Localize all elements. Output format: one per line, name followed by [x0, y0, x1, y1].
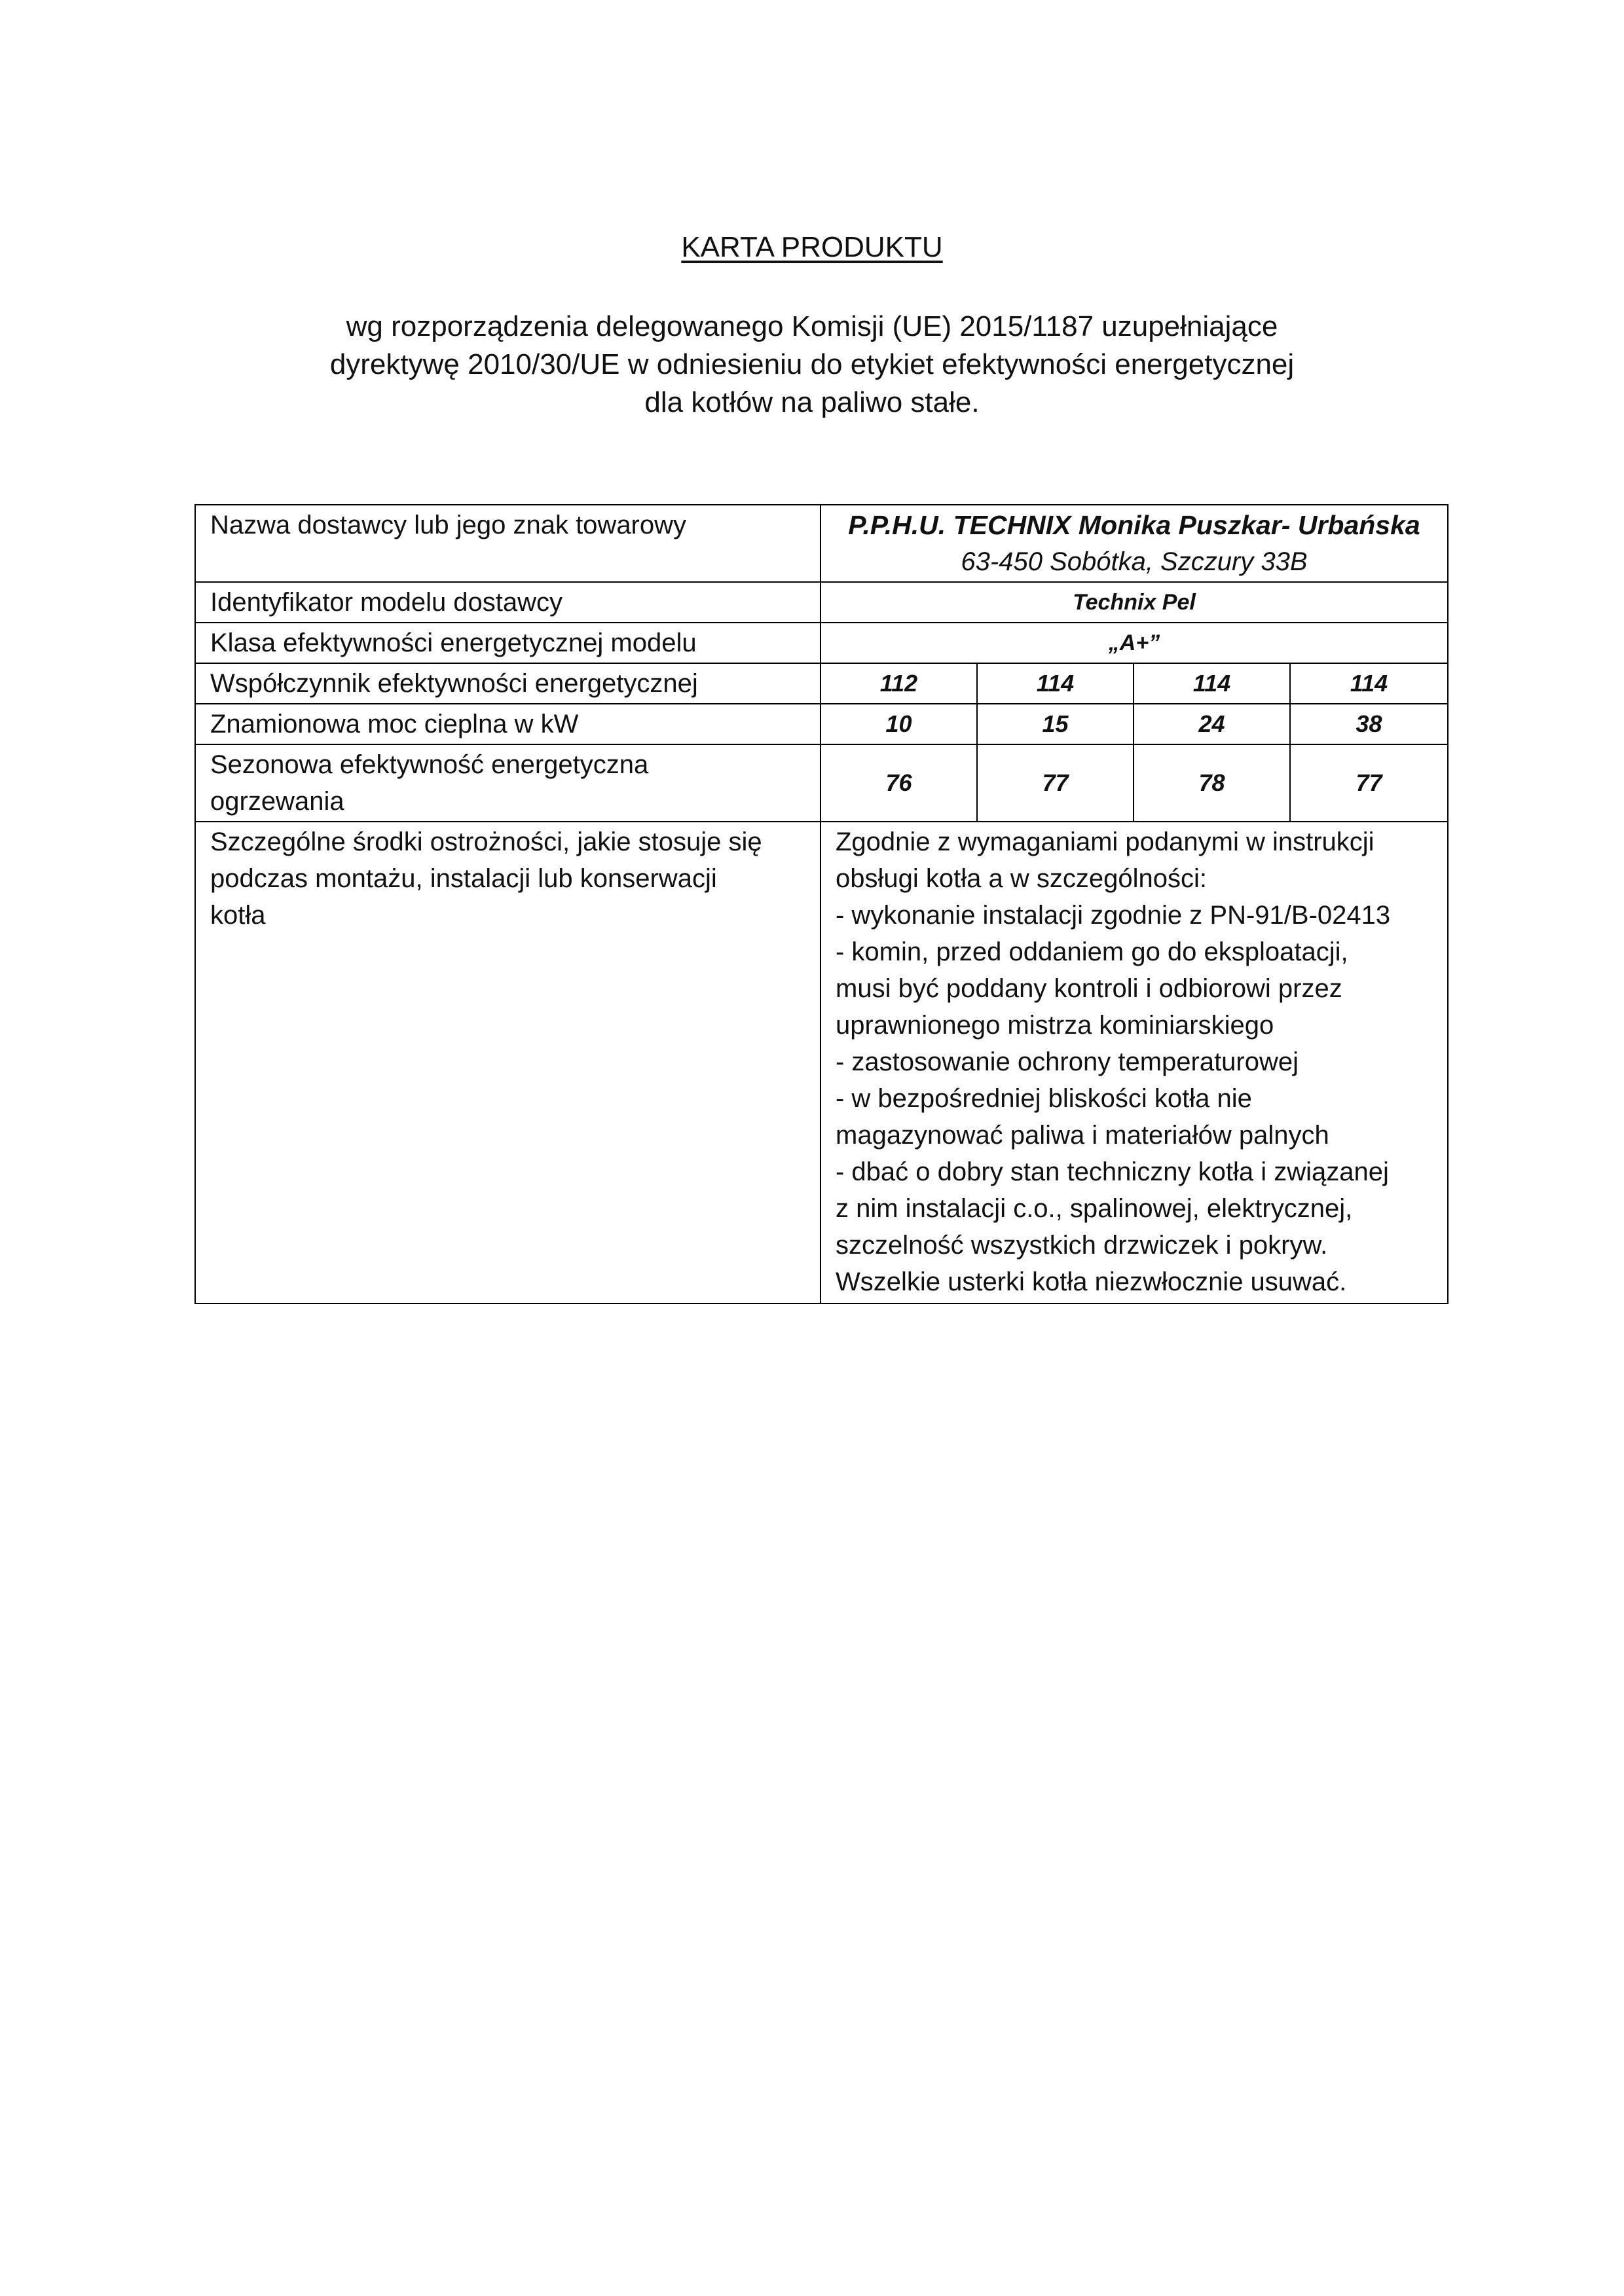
- model-id-label: Identyfikator modelu dostawcy: [195, 582, 821, 623]
- rated-power-value: 38: [1290, 704, 1448, 744]
- precautions-line: obsługi kotła a w szczególności:: [836, 864, 1207, 893]
- precautions-label: [195, 822, 821, 1303]
- model-id-value: Technix Pel: [821, 582, 1448, 623]
- precautions-line: - zastosowanie ochrony temperaturowej: [836, 1048, 1299, 1076]
- supplier-label: Nazwa dostawcy lub jego znak towarowy: [195, 505, 821, 582]
- table-row-supplier: [195, 505, 1448, 582]
- document-subtitle: [196, 308, 1428, 422]
- seasonal-efficiency-label-line: Sezonowa efektywność energetyczna: [210, 750, 649, 779]
- precautions-line: - w bezpośredniej bliskości kotła nie: [836, 1084, 1252, 1113]
- table-row-model-id: [195, 582, 1448, 623]
- precautions-line: uprawnionego mistrza kominiarskiego: [836, 1011, 1274, 1040]
- seasonal-efficiency-label-line: ogrzewania: [210, 787, 344, 816]
- seasonal-efficiency-value: 76: [821, 744, 977, 822]
- precautions-line: Wszelkie usterki kotła niezwłocznie usuwać.: [836, 1267, 1347, 1296]
- precautions-line: - wykonanie instalacji zgodnie z PN-91/B-02413: [836, 901, 1391, 930]
- rated-power-value: 24: [1134, 704, 1290, 744]
- product-table: [194, 504, 1449, 1304]
- efficiency-index-value: 114: [1134, 663, 1290, 704]
- precautions-text: [821, 822, 1448, 1303]
- table-row-efficiency-class: [195, 623, 1448, 663]
- efficiency-index-label: Współczynnik efektywności energetycznej: [195, 663, 821, 704]
- rated-power-value: 15: [977, 704, 1134, 744]
- seasonal-efficiency-label: [195, 744, 821, 822]
- seasonal-efficiency-value: 78: [1134, 744, 1290, 822]
- precautions-label-line: Szczególne środki ostrożności, jakie stosuje się: [210, 828, 762, 856]
- supplier-name: P.P.H.U. TECHNIX Monika Puszkar- Urbańska: [848, 510, 1420, 540]
- precautions-line: magazynować paliwa i materiałów palnych: [836, 1121, 1329, 1150]
- table-row-seasonal-efficiency: [195, 744, 1448, 822]
- precautions-line: - dbać o dobry stan techniczny kotła i związanej: [836, 1157, 1389, 1186]
- subtitle-line: wg rozporządzenia delegowanego Komisji (UE) 2015/1187 uzupełniające: [346, 310, 1278, 342]
- precautions-label-line: podczas montażu, instalacji lub konserwacji: [210, 864, 717, 893]
- efficiency-index-value: 112: [821, 663, 977, 704]
- subtitle-line: dla kotłów na paliwo stałe.: [644, 386, 980, 418]
- precautions-line: musi być poddany kontroli i odbiorowi przez: [836, 974, 1342, 1003]
- table-row-precautions: [195, 822, 1448, 1303]
- efficiency-class-label: Klasa efektywności energetycznej modelu: [195, 623, 821, 663]
- table-row-rated-power: [195, 704, 1448, 744]
- precautions-line: Zgodnie z wymaganiami podanymi w instrukcji: [836, 828, 1375, 856]
- document-title: KARTA PRODUKTU: [681, 231, 943, 263]
- precautions-line: szczelność wszystkich drzwiczek i pokryw.: [836, 1231, 1328, 1260]
- efficiency-index-value: 114: [1290, 663, 1448, 704]
- subtitle-line: dyrektywę 2010/30/UE w odniesieniu do etykiet efektywności energetycznej: [329, 348, 1295, 380]
- supplier-value-cell: [821, 505, 1448, 582]
- precautions-label-line: kotła: [210, 901, 266, 930]
- precautions-line: z nim instalacji c.o., spalinowej, elektrycznej,: [836, 1194, 1353, 1223]
- efficiency-index-value: 114: [977, 663, 1134, 704]
- supplier-address: 63-450 Sobótka, Szczury 33B: [961, 547, 1308, 576]
- seasonal-efficiency-value: 77: [977, 744, 1134, 822]
- efficiency-class-value: „A+”: [821, 623, 1448, 663]
- rated-power-value: 10: [821, 704, 977, 744]
- precautions-line: - komin, przed oddaniem go do eksploatacji,: [836, 938, 1348, 966]
- rated-power-label: Znamionowa moc cieplna w kW: [195, 704, 821, 744]
- seasonal-efficiency-value: 77: [1290, 744, 1448, 822]
- table-row-efficiency-index: [195, 663, 1448, 704]
